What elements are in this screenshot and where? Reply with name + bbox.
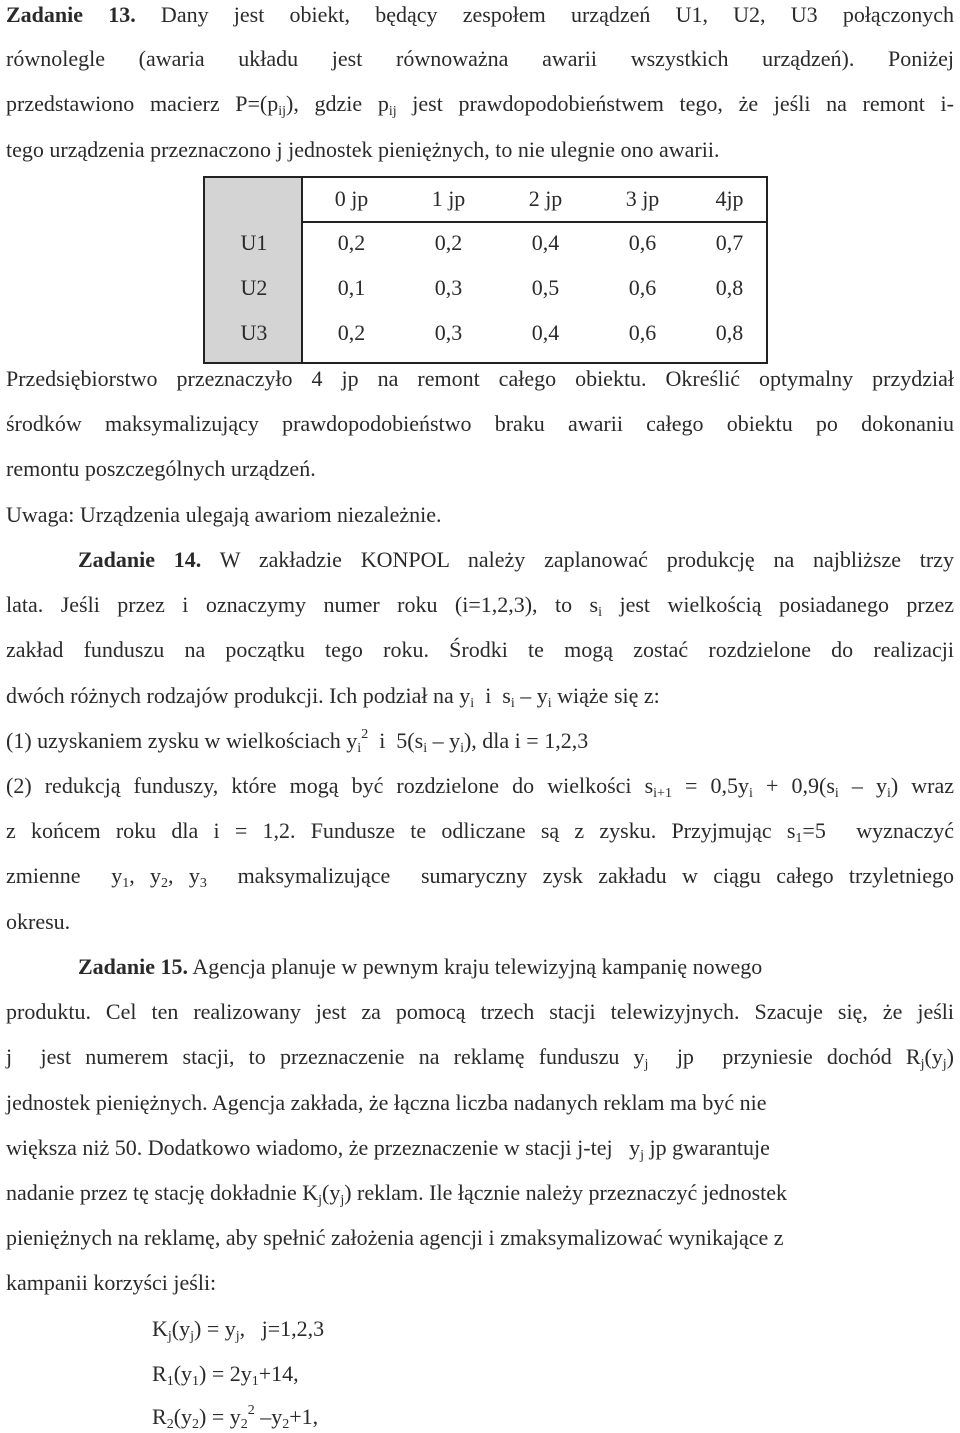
z14-text: (1) uzyskaniem zysku w wielkościach y xyxy=(6,728,358,753)
z15-heading: Zadanie 15. xyxy=(78,954,189,979)
formula-subscript: 1 xyxy=(166,1374,174,1389)
table-cell: 0,3 xyxy=(434,320,463,345)
z14-line-9: okresu. xyxy=(6,909,71,934)
z14-subscript: i xyxy=(357,741,362,756)
table-cell: 0,8 xyxy=(715,275,744,300)
table-cell: 0,4 xyxy=(531,230,560,255)
z14-line-6 xyxy=(6,773,954,799)
z14-text: maksymalizujące sumaryczny zysk zakładu w ciągu całego trzyletniego xyxy=(206,863,955,888)
table-cell: 0,5 xyxy=(531,275,560,300)
z13-text: przedstawiono macierz P=(p xyxy=(6,91,279,116)
z15-subscript: j xyxy=(318,1193,323,1208)
z15-line-8: kampanii korzyści jeśli: xyxy=(6,1270,217,1295)
z15-subscript: j xyxy=(340,1193,345,1208)
z14-subscript: 1 xyxy=(795,831,803,846)
formula-text: (y xyxy=(173,1361,193,1386)
formula-r1 xyxy=(152,1361,299,1387)
probability-table xyxy=(203,176,768,364)
formula-text: +14, xyxy=(258,1361,299,1386)
formula-text: ) = 2y xyxy=(199,1361,252,1386)
z13-text: ), gdzie p xyxy=(286,91,389,116)
z14-text: wiąże się z: xyxy=(551,683,660,708)
z15-subscript: j xyxy=(644,1057,649,1072)
z13-text: Dany jest obiekt, będący zespołem urządzeń U1, U2, U3 połączonych xyxy=(135,2,954,27)
formula-text: ) = y xyxy=(199,1404,241,1429)
z15-line-7: pieniężnych na reklamę, aby spełnić założenia agencji i zmaksymalizować wynikające z xyxy=(6,1225,784,1250)
z13-line-3 xyxy=(6,91,954,117)
formula-text: K xyxy=(152,1316,168,1341)
formula-text: (y xyxy=(171,1316,191,1341)
z13-subscript: ij xyxy=(388,104,397,119)
z13-line-6: środków maksymalizujący prawdopodobieństwo braku awarii całego obiektu po dokonaniu xyxy=(6,411,954,436)
z13-line-5: Przedsiębiorstwo przeznaczyło 4 jp na remont całego obiektu. Określić optymalny przydział xyxy=(6,366,954,391)
z15-text: nadanie przez tę stację dokładnie K xyxy=(6,1180,319,1205)
table-cell: 0,2 xyxy=(337,230,366,255)
z15-line-4: jednostek pieniężnych. Agencja zakłada, że łączna liczba nadanych reklam ma być nie xyxy=(6,1090,767,1115)
table-row-label-u3: U3 xyxy=(240,320,268,345)
table-cell: 0,6 xyxy=(628,230,657,255)
table-cell: 0,8 xyxy=(715,320,744,345)
formula-k xyxy=(152,1316,324,1342)
formula-text: –y xyxy=(254,1404,283,1429)
z14-line-2 xyxy=(6,592,954,618)
z15-subscript: j xyxy=(942,1057,947,1072)
z14-superscript: 2 xyxy=(361,727,369,742)
table-header-2jp: 2 jp xyxy=(528,186,563,211)
z15-line-6 xyxy=(6,1180,787,1206)
formula-subscript: j xyxy=(167,1329,172,1344)
z15-line-3 xyxy=(6,1044,954,1070)
z15-text: Agencja planuje w pewnym kraju telewizyjną kampanię nowego xyxy=(188,954,763,979)
z14-line-8 xyxy=(6,863,954,889)
z15-text: jp przyniesie dochód R xyxy=(648,1044,921,1069)
formula-text: , j=1,2,3 xyxy=(239,1316,325,1341)
z15-text: jp gwarantuje xyxy=(643,1135,770,1160)
z14-text: = 0,5y xyxy=(671,773,750,798)
table-cell: 0,4 xyxy=(531,320,560,345)
table-cell: 0,7 xyxy=(715,230,744,255)
z15-line-5 xyxy=(6,1135,770,1161)
z14-text: =5 wyznaczyć xyxy=(802,818,954,843)
z14-line-4 xyxy=(6,683,660,709)
z14-subscript: 3 xyxy=(199,876,207,891)
z14-subscript: i xyxy=(460,741,464,756)
z15-text: (y xyxy=(924,1044,943,1069)
z14-text: – y xyxy=(514,683,548,708)
formula-text: ) = y xyxy=(194,1316,236,1341)
z13-line-7: remontu poszczególnych urządzeń. xyxy=(6,456,316,481)
table-row-label-u1: U1 xyxy=(240,230,268,255)
formula-subscript: 2 xyxy=(192,1417,200,1432)
z14-text: , y xyxy=(168,863,200,888)
table-cell: 0,2 xyxy=(337,320,366,345)
z14-line-1 xyxy=(78,547,954,573)
z15-subscript: j xyxy=(920,1057,925,1072)
z13-line-8: Uwaga: Urządzenia ulegają awariom niezależnie. xyxy=(6,502,442,527)
z14-subscript: i xyxy=(749,786,753,801)
formula-subscript: 2 xyxy=(282,1417,290,1432)
z15-subscript: j xyxy=(640,1148,644,1163)
formula-subscript: 1 xyxy=(251,1374,259,1389)
table-header-1jp: 1 jp xyxy=(431,186,466,211)
z15-line-2: produktu. Cel ten realizowany jest za pomocą trzech stacji telewizyjnych. Szacuje się, że jeśli xyxy=(6,999,954,1024)
formula-superscript: 2 xyxy=(247,1403,255,1418)
z15-line-1 xyxy=(78,954,762,980)
z14-subscript: i xyxy=(423,741,428,756)
table-header-4jp: 4jp xyxy=(715,186,744,211)
table-header-3jp: 3 jp xyxy=(625,186,660,211)
z14-text: ) wraz xyxy=(890,773,955,798)
z14-text: ), dla i = 1,2,3 xyxy=(463,728,589,753)
z13-line-2: równolegle (awaria układu jest równoważna awarii wszystkich urządzeń). Poniżej xyxy=(6,46,954,71)
formula-text: (y xyxy=(173,1404,193,1429)
z15-text: większa niż 50. Dodatkowo wiadomo, że przeznaczenie w stacji j-tej y xyxy=(6,1135,641,1160)
z14-subscript: i xyxy=(510,696,515,711)
z14-subscript: i xyxy=(598,605,603,620)
table-corner-cell xyxy=(205,178,303,223)
z13-heading: Zadanie 13. xyxy=(6,2,136,27)
formula-subscript: 1 xyxy=(192,1374,200,1389)
z14-subscript: 1 xyxy=(122,876,130,891)
z13-line-4: tego urządzenia przeznaczono j jednostek pieniężnych, to nie ulegnie ono awarii. xyxy=(6,137,720,162)
z14-text: (2) redukcją funduszy, które mogą być rozdzielone do wielkości s xyxy=(6,773,654,798)
z13-subscript: ij xyxy=(278,104,287,119)
formula-subscript: j xyxy=(235,1329,240,1344)
z14-line-5 xyxy=(6,728,588,754)
table-cell: 0,6 xyxy=(628,275,657,300)
table-header-0jp: 0 jp xyxy=(334,186,369,211)
z14-text: – y xyxy=(427,728,461,753)
z14-text: jest wielkością posiadanego przez xyxy=(602,592,954,617)
z14-text: + 0,9(s xyxy=(752,773,835,798)
formula-text: R xyxy=(152,1361,167,1386)
formula-r2 xyxy=(152,1404,318,1430)
z15-text: (y xyxy=(322,1180,341,1205)
z14-text: W zakładzie KONPOL należy zaplanować produkcję na najbliższe trzy xyxy=(201,547,954,572)
z14-line-3: zakład funduszu na początku tego roku. Środki te mogą zostać rozdzielone do realizacji xyxy=(6,637,954,662)
z14-subscript: i+1 xyxy=(653,786,672,801)
z14-line-7 xyxy=(6,818,954,844)
z14-text: zmienne y xyxy=(6,863,123,888)
z14-subscript: i xyxy=(470,696,475,711)
z13-line-1 xyxy=(6,2,954,28)
formula-text: +1, xyxy=(289,1404,319,1429)
z14-text: i 5(s xyxy=(368,728,424,753)
table-cell: 0,2 xyxy=(434,230,463,255)
z14-text: – y xyxy=(838,773,887,798)
table-cell: 0,3 xyxy=(434,275,463,300)
formula-subscript: 2 xyxy=(240,1417,248,1432)
z14-subscript: i xyxy=(834,786,839,801)
table-row-label-u2: U2 xyxy=(240,275,268,300)
z14-subscript: i xyxy=(547,696,552,711)
z15-text: j jest numerem stacji, to przeznaczenie na reklamę funduszu y xyxy=(6,1044,645,1069)
z14-subscript: 2 xyxy=(161,876,169,891)
z14-text: dwóch różnych rodzajów produkcji. Ich podział na y xyxy=(6,683,471,708)
z13-text: jest prawdopodobieństwem tego, że jeśli na remont i- xyxy=(396,91,954,116)
z14-heading: Zadanie 14. xyxy=(78,547,202,572)
table-cell: 0,6 xyxy=(628,320,657,345)
table-cell: 0,1 xyxy=(337,275,366,300)
z14-text: i s xyxy=(474,683,511,708)
z14-text: lata. Jeśli przez i oznaczymy numer roku (i=1,2,3), to s xyxy=(6,592,599,617)
formula-text: R xyxy=(152,1404,167,1429)
formula-subscript: j xyxy=(190,1329,194,1344)
z15-text: ) xyxy=(946,1044,954,1069)
z14-text: z końcem roku dla i = 1,2. Fundusze te odliczane są z zysku. Przyjmując s xyxy=(6,818,796,843)
z14-text: , y xyxy=(129,863,162,888)
z14-subscript: i xyxy=(886,786,891,801)
formula-subscript: 2 xyxy=(166,1417,174,1432)
z15-text: ) reklam. Ile łącznie należy przeznaczyć jednostek xyxy=(344,1180,788,1205)
